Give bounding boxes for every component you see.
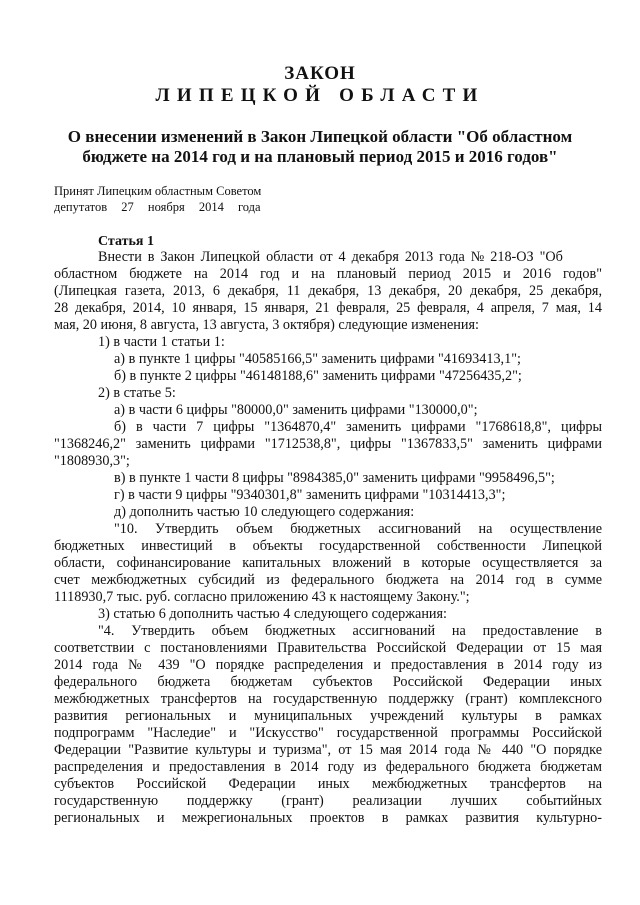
body-line: подпрограмм "Наследие" и "Искусство" государственной программы Российской (54, 725, 602, 741)
body-line: региональных и межрегиональных проектов в рамках развития культурно- (54, 810, 602, 826)
body-line: а) в части 6 цифры "80000,0" заменить цифрами "130000,0"; (114, 402, 478, 418)
body-line: областном бюджете на 2014 год и на плановый период 2015 и 2016 годов" (54, 266, 602, 282)
body-line: бюджетных инвестиций в объекты государственной собственности Липецкой (54, 538, 602, 554)
article-heading: Статья 1 (98, 234, 154, 249)
body-line: б) в пункте 2 цифры "46148188,6" заменить цифрами "47256435,2"; (114, 368, 522, 384)
adopted-line-1: Принят Липецким областным Советом (54, 184, 262, 198)
body-line: (Липецкая газета, 2013, 6 декабря, 11 декабря, 13 декабря, 20 декабря, 25 декабря, (54, 283, 602, 299)
law-title: ЗАКОН (284, 63, 356, 84)
body-line: 1118930,7 тыс. руб. согласно приложению 43 к настоящему Закону."; (54, 589, 470, 605)
body-line: межбюджетных трансфертов на государственную поддержку (грант) комплексного (54, 691, 602, 707)
body-line: б) в части 7 цифры "1364870,4" заменить цифрами "1768618,8", цифры (114, 419, 602, 435)
body-line: "1368246,2" заменить цифрами "1712538,8", цифры "1367833,5" заменить цифрами (54, 436, 602, 452)
body-line: 3) статью 6 дополнить частью 4 следующего содержания: (98, 606, 447, 622)
body-line: Внести в Закон Липецкой области от 4 декабря 2013 года № 218-ОЗ "Об (98, 249, 563, 265)
body-line: а) в пункте 1 цифры "40585166,5" заменить цифрами "41693413,1"; (114, 351, 521, 367)
body-line: 28 декабря, 2014, 10 января, 15 января, 21 февраля, 25 февраля, 4 апреля, 7 мая, 14 (54, 300, 602, 316)
adopted-line-2: депутатов 27 ноября 2014 года (54, 200, 261, 214)
body-line: д) дополнить частью 10 следующего содержания: (114, 504, 415, 520)
body-line: Федерации "Развитие культуры и туризма", от 15 мая 2014 года № 440 "О порядке (54, 742, 602, 758)
body-line: государственную поддержку (грант) реализации лучших событийных (54, 793, 602, 809)
body-line: г) в части 9 цифры "9340301,8" заменить цифрами "10314413,3"; (114, 487, 506, 503)
body-line: счет межбюджетных субсидий из федерального бюджета на 2014 год в сумме (54, 572, 602, 588)
body-line: области, софинансирование капитальных вложений в которые осуществляется за (54, 555, 602, 571)
body-line: "10. Утвердить объем бюджетных ассигнований на осуществление (114, 521, 602, 537)
body-line: "4. Утвердить объем бюджетных ассигнований на предоставление в (98, 623, 602, 639)
law-subject: О внесении изменений в Закон Липецкой области "Об областном бюджете на 2014 год и на плановый период 2015 и 2016 годов" (67, 127, 573, 166)
body-line: субъектов Российской Федерации иных межбюджетных трансфертов на (54, 776, 602, 792)
body-line: распределения и предоставления в 2014 году из федерального бюджета бюджетам (54, 759, 602, 775)
body-line: соответствии с постановлениями Правительства Российской Федерации от 15 мая (54, 640, 602, 656)
region-title: ЛИПЕЦКОЙ ОБЛАСТИ (155, 85, 485, 106)
body-line: "1808930,3"; (54, 453, 130, 469)
body-line: мая, 20 июня, 8 августа, 13 августа, 3 октября) следующие изменения: (54, 317, 479, 333)
body-line: развития региональных и муниципальных учреждений культуры в рамках (54, 708, 602, 724)
body-line: 1) в части 1 статьи 1: (98, 334, 225, 350)
body-line: 2) в статье 5: (98, 385, 176, 401)
body-line: 2014 года № 439 "О порядке распределения и предоставления в 2014 году из (54, 657, 602, 673)
body-line: в) в пункте 1 части 8 цифры "8984385,0" заменить цифрами "9958496,5"; (114, 470, 555, 486)
body-line: федерального бюджета бюджетам субъектов Российской Федерации иных (54, 674, 602, 690)
